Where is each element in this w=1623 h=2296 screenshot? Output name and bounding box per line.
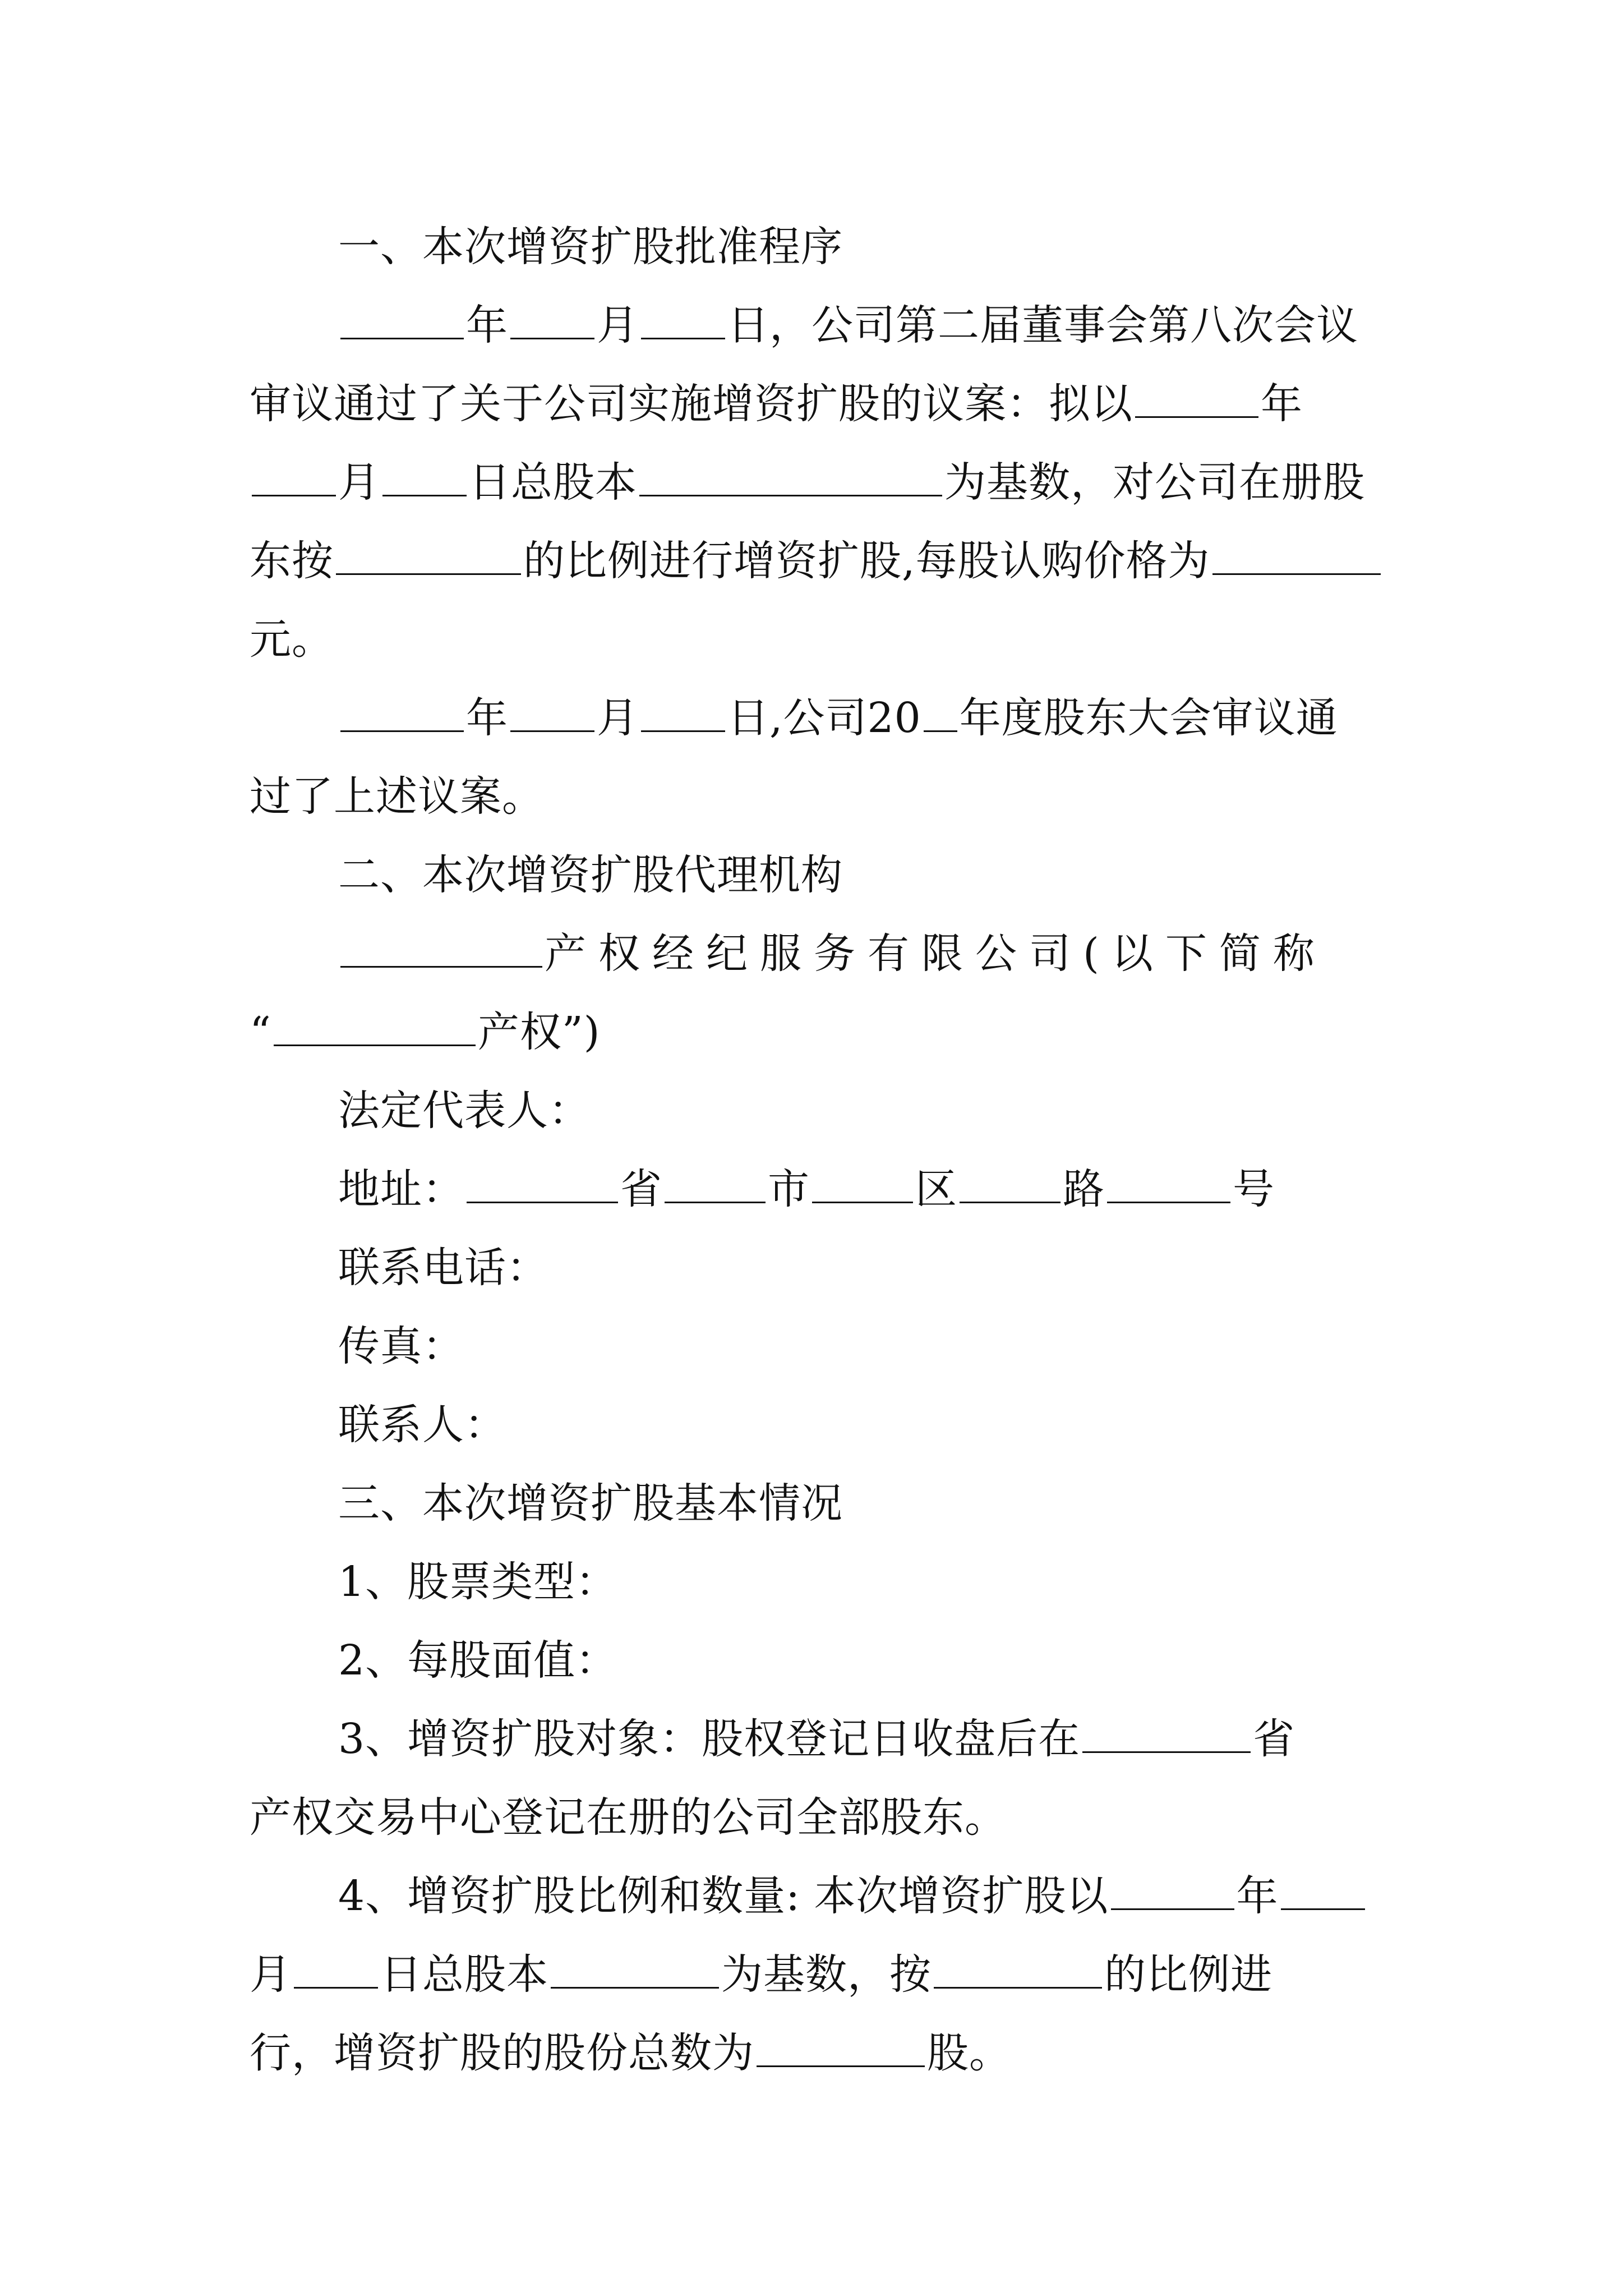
heading-basic-info xyxy=(250,1464,1388,1543)
document-body xyxy=(250,208,1388,2092)
text-fragment: 地址： xyxy=(338,1165,464,1213)
blank-field xyxy=(641,697,725,732)
text-fragment: 东按 xyxy=(250,537,334,585)
blank-field xyxy=(274,1011,476,1046)
text-fragment: 传真： xyxy=(338,1322,464,1370)
text-fragment: 市 xyxy=(768,1165,810,1213)
paragraph-line xyxy=(250,1778,1388,1857)
blank-field xyxy=(757,2032,925,2067)
paragraph-line xyxy=(250,600,1388,679)
blank-field xyxy=(924,697,957,732)
text-fragment: 日，公司第二届董事会第八次会议 xyxy=(727,301,1358,349)
text-fragment: 年 xyxy=(466,694,508,742)
paragraph-line xyxy=(250,365,1388,443)
text-fragment: 产权交易中心登记在册的公司全部股东。 xyxy=(250,1793,1007,1842)
legal-representative-line xyxy=(250,1071,1388,1150)
text-fragment: 股。 xyxy=(927,2029,1011,2077)
address-line xyxy=(250,1150,1388,1228)
blank-field xyxy=(639,461,942,496)
text-fragment: 法定代表人： xyxy=(338,1087,591,1135)
blank-field xyxy=(665,1168,766,1203)
phone-line xyxy=(250,1228,1388,1307)
paragraph-line xyxy=(250,757,1388,836)
blank-field xyxy=(812,1168,913,1203)
text-fragment: 联系人： xyxy=(338,1401,506,1449)
text-fragment: 元。 xyxy=(250,615,334,664)
text-fragment: 审议通过了关于公司实施增资扩股的议案：拟以 xyxy=(250,380,1133,428)
blank-field xyxy=(382,461,467,496)
text-fragment: “ xyxy=(250,1008,271,1056)
paragraph-line xyxy=(250,2014,1388,2092)
blank-field xyxy=(340,697,464,732)
paragraph-line xyxy=(250,286,1388,365)
text-fragment: 行，增资扩股的股份总数为 xyxy=(250,2029,754,2077)
text-fragment: 月 xyxy=(250,1950,292,1999)
heading-text: 一、本次增资扩股批准程序 xyxy=(338,223,843,271)
blank-field xyxy=(551,1953,719,1989)
paragraph-line xyxy=(250,522,1388,600)
text-fragment: 的比例进 xyxy=(1104,1950,1272,1999)
blank-field xyxy=(294,1953,378,1989)
blank-field xyxy=(336,540,521,575)
heading-text: 三、本次增资扩股基本情况 xyxy=(338,1479,843,1527)
text-fragment: 年 xyxy=(1261,380,1303,428)
paragraph-line xyxy=(250,679,1388,757)
text-fragment: 的比例进行增资扩股,每股认购价格为 xyxy=(523,537,1210,585)
text-fragment: 日,公司20 xyxy=(727,694,921,742)
text-fragment: 年度股东大会审议通 xyxy=(959,694,1338,742)
text-fragment: 月 xyxy=(338,458,380,507)
item-stock-type xyxy=(250,1543,1388,1621)
heading-agency xyxy=(250,836,1388,914)
blank-field xyxy=(510,304,594,339)
text-fragment: 产权经纪服务有限公司(以下简称 xyxy=(545,930,1327,978)
text-fragment: 2、每股面值： xyxy=(338,1636,618,1685)
blank-field xyxy=(340,932,542,968)
item-target-line xyxy=(250,1700,1388,1778)
text-fragment: 省 xyxy=(620,1165,662,1213)
blank-field xyxy=(510,697,594,732)
text-fragment: 1、股票类型： xyxy=(338,1558,618,1606)
text-fragment: 路 xyxy=(1063,1165,1105,1213)
paragraph-line xyxy=(250,443,1388,522)
text-fragment: 联系电话： xyxy=(338,1244,548,1292)
text-fragment: 日总股本 xyxy=(380,1950,548,1999)
paragraph-line xyxy=(250,1935,1388,2014)
heading-approval-procedure xyxy=(250,208,1388,286)
text-fragment: 为基数，按 xyxy=(721,1950,932,1999)
blank-field xyxy=(1212,540,1381,575)
text-fragment: 产权”) xyxy=(477,1008,601,1056)
blank-field xyxy=(1082,1718,1251,1753)
text-fragment: 省 xyxy=(1253,1715,1295,1763)
paragraph-line xyxy=(250,993,1388,1071)
blank-field xyxy=(641,304,725,339)
contact-line xyxy=(250,1386,1388,1464)
item-ratio-line xyxy=(250,1857,1388,1935)
blank-field xyxy=(960,1168,1061,1203)
blank-field xyxy=(1281,1875,1365,1910)
text-fragment: 号 xyxy=(1233,1165,1275,1213)
text-fragment: 月 xyxy=(597,301,639,349)
paragraph-line xyxy=(250,914,1388,993)
heading-text: 二、本次增资扩股代理机构 xyxy=(338,851,843,899)
blank-field xyxy=(1107,1168,1230,1203)
text-fragment: 日总股本 xyxy=(469,458,637,507)
text-fragment: 过了上述议案。 xyxy=(250,772,544,821)
blank-field xyxy=(467,1168,618,1203)
blank-field xyxy=(1135,383,1258,418)
text-fragment: 4、增资扩股比例和数量: 本次增资扩股以 xyxy=(338,1872,1109,1920)
blank-field xyxy=(934,1953,1102,1989)
item-par-value xyxy=(250,1621,1388,1700)
fax-line xyxy=(250,1307,1388,1386)
blank-field xyxy=(1111,1875,1234,1910)
text-fragment: 3、增资扩股对象：股权登记日收盘后在 xyxy=(338,1715,1081,1763)
blank-field xyxy=(340,304,464,339)
text-fragment: 为基数，对公司在册股 xyxy=(944,458,1365,507)
text-fragment: 区 xyxy=(915,1165,957,1213)
blank-field xyxy=(252,461,336,496)
text-fragment: 月 xyxy=(597,694,639,742)
text-fragment: 年 xyxy=(466,301,508,349)
text-fragment: 年 xyxy=(1236,1872,1279,1920)
